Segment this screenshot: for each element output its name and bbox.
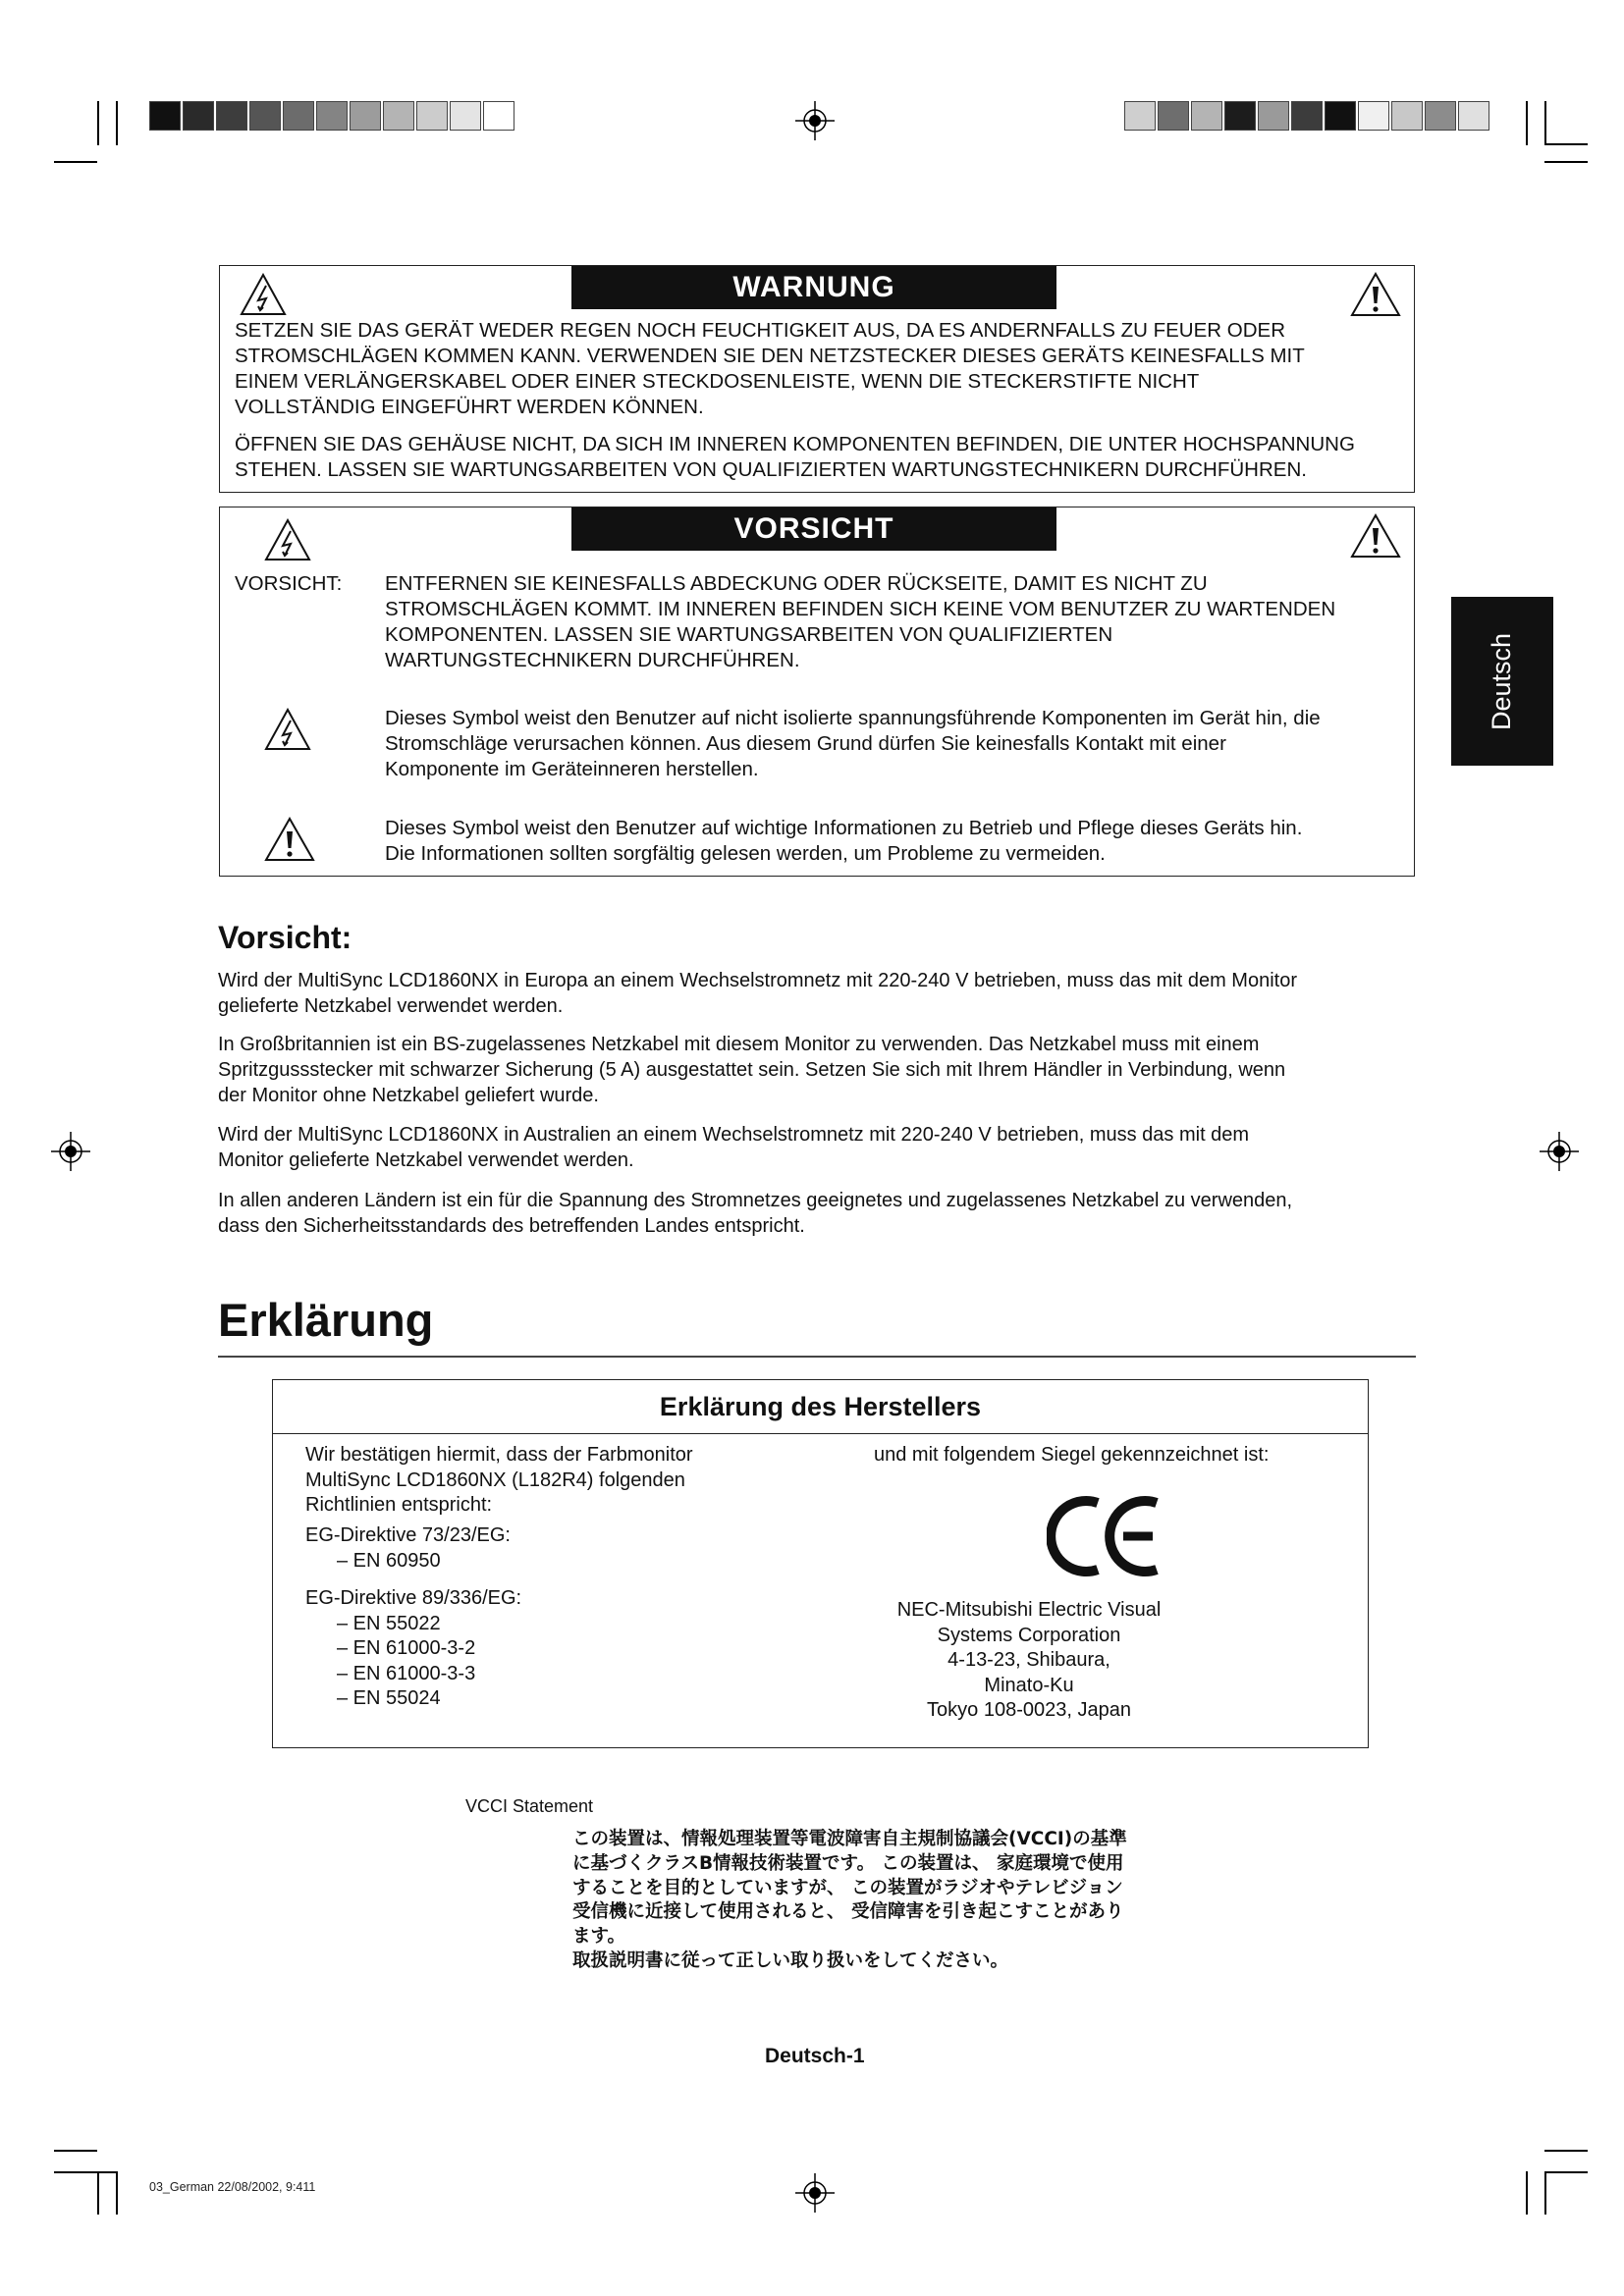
shock-hazard-icon: [240, 273, 287, 316]
registration-mark-top: [795, 101, 835, 140]
caution-icon: [1350, 513, 1401, 559]
color-swatch: [350, 101, 381, 131]
language-tab: [1451, 597, 1553, 766]
color-swatch: [1425, 101, 1456, 131]
caution-icon: [1350, 272, 1401, 317]
color-swatch: [1391, 101, 1423, 131]
manufacturer-declaration-box: [272, 1379, 1369, 1748]
shock-hazard-icon: [264, 518, 311, 561]
vcci-statement-text: この装置は、情報処理装置等電波障害自主規制協議会(VCCI)の基準 に基づくクラスB情報技術装置です。 この装置は、 家庭環境で使用 することを目的としていますが、 この装置がラジオやテレビジョン 受信機に近接して使用されると、 受信障害を引き起こすことがあり ます。 取扱説明書に従って正しい取り扱いをしてください。: [572, 1829, 1127, 1971]
file-info: 03_German 22/08/2002, 9:411: [149, 2180, 316, 2194]
color-swatch: [1458, 101, 1489, 131]
registration-mark-left: [51, 1132, 90, 1171]
color-swatch: [316, 101, 348, 131]
color-swatch: [283, 101, 314, 131]
color-swatch: [1124, 101, 1156, 131]
paragraph-europe: Wird der MultiSync LCD1860NX in Europa an einem Wechselstromnetz mit 220-240 V betrieben, muss das mit dem Monitor gelieferte Netzkabel verwendet werden.: [218, 970, 1297, 1017]
language-tab-label: Deutsch: [1487, 632, 1517, 730]
color-bar-left: [149, 101, 516, 131]
warnung-box: [219, 265, 1415, 493]
seal-intro: und mit folgendem Siegel gekennzeichnet ist:: [874, 1444, 1270, 1466]
color-swatch: [1158, 101, 1189, 131]
color-swatch: [1325, 101, 1356, 131]
color-bar-right: [1124, 101, 1491, 131]
vorsicht-banner: [571, 507, 1056, 551]
color-swatch: [249, 101, 281, 131]
warnung-banner: [571, 266, 1056, 309]
paragraph-australia: Wird der MultiSync LCD1860NX in Australien an einem Wechselstromnetz mit 220-240 V betrieben, muss das mit dem Monitor gelieferte Netzkabel verwendet werden.: [218, 1124, 1250, 1171]
declaration-title: Erklärung des Herstellers: [273, 1380, 1368, 1434]
vorsicht-main-text: ENTFERNEN SIE KEINESFALLS ABDECKUNG ODER RÜCKSEITE, DAMIT ES NICHT ZU STROMSCHLÄGEN KOMMT. IM INNEREN BEFINDEN SICH KEINE VOM BENUTZER ZU WARTENDEN KOMPONENTEN. LASSEN SIE WARTUNGSARBEITEN VON QUALIFIZIERTEN WARTUNGSTECHNIKERN DURCHFÜHREN.: [385, 572, 1336, 671]
ce-mark-icon: [1047, 1491, 1163, 1581]
caution-icon: [264, 817, 315, 862]
warnung-title: WARNUNG: [732, 271, 895, 303]
page-number: Deutsch-1: [765, 2045, 865, 2067]
warnung-text-1: SETZEN SIE DAS GERÄT WEDER REGEN NOCH FEUCHTIGKEIT AUS, DA ES ANDERNFALLS ZU FEUER ODER STROMSCHLÄGEN KOMMEN KANN. VERWENDEN SIE DEN NETZSTECKER DIESES GERÄTS KEINESFALLS MIT EINEM VERLÄNGERSKABEL ODER EINER STECKDOSENLEISTE, WENN DIE STECKERSTIFTE NICHT VOLLSTÄNDIG EINGEFÜHRT WERDEN KÖNNEN.: [235, 319, 1305, 418]
directive-emc: EG-Direktive 89/336/EG: – EN 55022 – EN 61000-3-2 – EN 61000-3-3 – EN 55024: [305, 1587, 522, 1709]
color-swatch: [383, 101, 414, 131]
vorsicht-label: VORSICHT:: [235, 572, 343, 595]
vcci-label: VCCI Statement: [465, 1796, 594, 1816]
heading-rule: [218, 1356, 1416, 1358]
shock-symbol-description: Dieses Symbol weist den Benutzer auf nicht isolierte spannungsführende Komponenten im Gerät hin, die Stromschläge verursachen können. Aus diesem Grund dürfen Sie keinesfalls Kontakt mit einer Komponente im Geräteinneren herstellen.: [385, 707, 1321, 780]
paragraph-uk: In Großbritannien ist ein BS-zugelassenes Netzkabel mit diesem Monitor zu verwenden. Das Netzkabel muss mit einem Spritzgussstecker mit schwarzer Sicherung (5 A) ausgestattet sein. Setzen Sie sich mit Ihrem Händler in Verbindung, wenn der Monitor ohne Netzkabel geliefert wurde.: [218, 1034, 1286, 1106]
color-swatch: [1358, 101, 1389, 131]
vorsicht-title: VORSICHT: [733, 512, 894, 545]
color-swatch: [1224, 101, 1256, 131]
color-swatch: [183, 101, 214, 131]
color-swatch: [1258, 101, 1289, 131]
color-swatch: [216, 101, 247, 131]
vorsicht-heading: Vorsicht:: [218, 920, 352, 955]
color-swatch: [149, 101, 181, 131]
color-swatch: [1191, 101, 1222, 131]
vorsicht-box: [219, 507, 1415, 877]
directive-low-voltage: EG-Direktive 73/23/EG: – EN 60950: [305, 1524, 511, 1572]
declaration-intro: Wir bestätigen hiermit, dass der Farbmonitor MultiSync LCD1860NX (L182R4) folgenden Richtlinien entspricht:: [305, 1444, 693, 1516]
erklaerung-heading: Erklärung: [218, 1294, 434, 1346]
color-swatch: [450, 101, 481, 131]
paragraph-other-countries: In allen anderen Ländern ist ein für die Spannung des Stromnetzes geeignetes und zugelassenes Netzkabel zu verwenden, dass den Sicherheitsstandards des betreffenden Landes entspricht.: [218, 1190, 1293, 1237]
warnung-text-2: ÖFFNEN SIE DAS GEHÄUSE NICHT, DA SICH IM INNEREN KOMPONENTEN BEFINDEN, DIE UNTER HOCHSPANNUNG STEHEN. LASSEN SIE WARTUNGSARBEITEN VON QUALIFIZIERTEN WARTUNGSTECHNIKERN DURCHFÜHREN.: [235, 433, 1355, 481]
color-swatch: [416, 101, 448, 131]
color-swatch: [483, 101, 514, 131]
shock-hazard-icon: [264, 708, 311, 751]
color-swatch: [1291, 101, 1323, 131]
caution-symbol-description: Dieses Symbol weist den Benutzer auf wichtige Informationen zu Betrieb und Pflege dieses Geräts hin. Die Informationen sollten sorgfältig gelesen werden, um Probleme zu vermeiden.: [385, 817, 1303, 865]
registration-mark-right: [1540, 1132, 1579, 1171]
manufacturer-address: NEC-Mitsubishi Electric Visual Systems Corporation 4-13-23, Shibaura, Minato-Ku Tokyo 108-0023, Japan: [896, 1599, 1162, 1721]
registration-mark-bottom: [795, 2173, 835, 2213]
